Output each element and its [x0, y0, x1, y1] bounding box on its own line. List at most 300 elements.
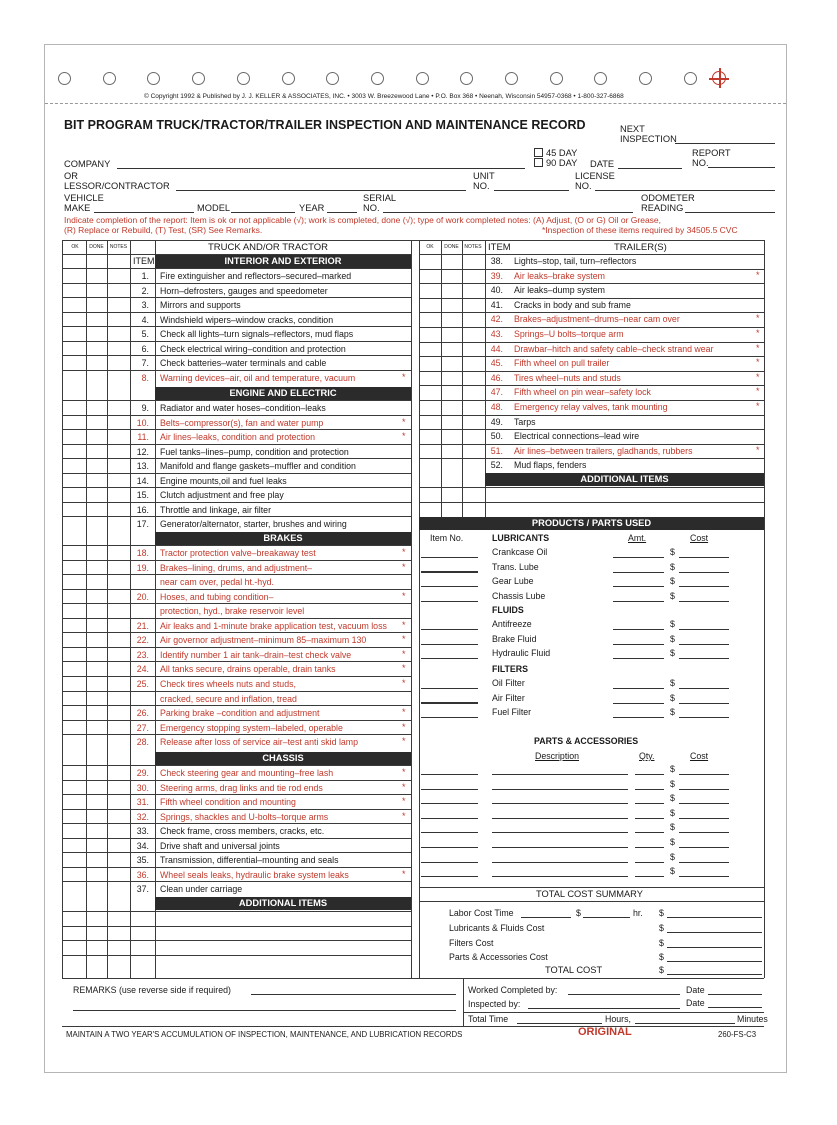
cost-field[interactable]: [679, 557, 729, 558]
product-name: Oil Filter: [492, 678, 525, 688]
part-item-no-field[interactable]: [421, 832, 478, 833]
product-name: Hydraulic Fluid: [492, 648, 551, 659]
item-description: Air lines–between trailers, gladhands, rubbers: [514, 445, 693, 456]
filters-cost-label: Filters Cost: [449, 938, 494, 948]
part-qty-field[interactable]: [635, 818, 664, 819]
license-label: LICENSE: [575, 171, 615, 181]
labor-total-field[interactable]: [667, 917, 762, 918]
row-divider: [62, 838, 411, 839]
done-column-header: DONE: [89, 244, 104, 250]
required-star-icon: *: [756, 357, 760, 368]
worked-date-label: Date: [686, 985, 705, 995]
part-qty-field[interactable]: [635, 789, 664, 790]
truck-tractor-heading: TRUCK AND/OR TRACTOR: [208, 242, 328, 253]
part-qty-field[interactable]: [635, 774, 664, 775]
part-qty-field[interactable]: [635, 862, 664, 863]
serial-field[interactable]: [383, 212, 633, 213]
original-copy-label: ORIGINAL: [578, 1026, 632, 1038]
item-description: Drive shaft and universal joints: [160, 840, 280, 851]
additional-item-row[interactable]: [62, 940, 411, 941]
part-item-no-field[interactable]: [421, 803, 478, 804]
ok-column-header: OK: [71, 244, 79, 250]
chassis-section-bar: CHASSIS: [155, 752, 411, 765]
part-qty-field[interactable]: [635, 832, 664, 833]
item-column-header-right: ITEM: [488, 242, 511, 253]
item-number: 31.: [136, 797, 149, 808]
item-description: Air leaks–dump system: [514, 285, 605, 296]
row-divider: [62, 312, 411, 313]
description-header: Description: [535, 751, 580, 761]
company-label: COMPANY: [64, 159, 111, 169]
lessor-label: LESSOR/CONTRACTOR: [64, 181, 170, 191]
lubricants-cost-field[interactable]: [667, 932, 762, 933]
report-no-label-2: NO.: [692, 158, 709, 168]
odometer-label: ODOMETER: [641, 193, 695, 203]
row-divider: [419, 385, 764, 386]
row-divider: [419, 400, 764, 401]
item-description: Air leaks and 1-minute brake application test, vacuum loss: [160, 620, 387, 631]
brakes-section-bar: BRAKES: [155, 532, 411, 545]
company-field[interactable]: [117, 168, 525, 169]
item-description: Radiator and water hoses–condition–leaks: [160, 403, 326, 413]
row-divider: [419, 444, 764, 445]
item-number: 20.: [136, 591, 149, 602]
instructions-line-2: (R) Replace or Rebuild, (T) Test, (SR) See Remarks.: [64, 225, 263, 235]
item-number: 3.: [141, 300, 149, 311]
checkbox-icon[interactable]: [534, 148, 543, 157]
cost-dollar: $: [670, 707, 675, 718]
item-no-field[interactable]: [421, 702, 478, 703]
next-inspection-label-2: INSPECTION: [620, 134, 677, 144]
inspected-by-label: Inspected by:: [468, 999, 521, 1009]
part-cost-field[interactable]: [679, 803, 729, 804]
item-number: 49.: [490, 416, 503, 427]
item-number: 33.: [136, 826, 149, 837]
product-name: Gear Lube: [492, 576, 534, 587]
required-star-icon: *: [402, 767, 406, 777]
part-cost-field[interactable]: [679, 789, 729, 790]
item-description: Hoses, and tubing condition–: [160, 591, 274, 602]
lubricants-dollar: $: [659, 923, 664, 933]
serial-label: SERIAL: [363, 193, 397, 203]
part-cost-field[interactable]: [679, 818, 729, 819]
trailer-additional-items-bar: ADDITIONAL ITEMS: [485, 473, 764, 486]
item-no-field[interactable]: [421, 717, 478, 718]
additional-item-row[interactable]: [62, 955, 411, 956]
item-number: 10.: [136, 417, 149, 428]
required-star-icon: *: [402, 663, 406, 674]
inspected-by-field[interactable]: [528, 1008, 680, 1009]
item-number: 15.: [136, 490, 149, 501]
make-field[interactable]: [94, 212, 194, 213]
labor-rate-field[interactable]: [583, 917, 630, 918]
item-no-field[interactable]: [421, 601, 478, 602]
item-description: Air lines–leaks, condition and protection: [160, 432, 316, 443]
parts-accessories-heading: PARTS & ACCESSORIES: [534, 736, 639, 746]
model-label: MODEL: [197, 203, 231, 213]
engine-electric-section-bar: ENGINE AND ELECTRIC: [155, 387, 411, 400]
part-item-no-field[interactable]: [421, 774, 478, 775]
item-description: Release after loss of service air–test anti skid lamp: [160, 737, 359, 748]
cost-field[interactable]: [679, 703, 729, 704]
parts-cost-label: Parts & Accessories Cost: [449, 952, 548, 962]
item-description: Springs, shackles and U-bolts–torque arms: [160, 811, 329, 822]
summary-top-border: [419, 887, 764, 888]
item-number: 42.: [490, 314, 503, 325]
part-cost-field[interactable]: [679, 876, 729, 877]
amount-field[interactable]: [613, 601, 664, 602]
punch-hole-icon: [192, 72, 205, 85]
interior-exterior-section-bar: INTERIOR AND EXTERIOR: [155, 255, 411, 268]
remarks-field[interactable]: [251, 994, 456, 995]
cost-header: Cost: [690, 533, 709, 543]
required-star-icon: *: [756, 444, 760, 455]
next-inspection-field[interactable]: [675, 143, 775, 144]
row-divider: [62, 487, 411, 488]
item-description: Generator/alternator, starter, brushes and wiring: [160, 519, 347, 530]
labor-cost-label: Labor Cost Time: [449, 908, 514, 918]
item-number: 26.: [136, 708, 149, 719]
row-divider: [62, 881, 411, 882]
total-time-minutes-field[interactable]: [635, 1023, 735, 1024]
inspected-date-label: Date: [686, 998, 705, 1008]
remarks-field-2[interactable]: [73, 1010, 456, 1011]
footer-bottom-border: [62, 1026, 764, 1027]
form-title: BIT PROGRAM TRUCK/TRACTOR/TRAILER INSPECTION AND MAINTENANCE RECORD: [64, 118, 586, 132]
part-item-no-field[interactable]: [421, 789, 478, 790]
amount-header: Amt.: [628, 533, 647, 543]
90-day-option[interactable]: [534, 158, 577, 168]
item-description: Fifth wheel on pull trailer: [514, 358, 610, 369]
row-divider: [62, 720, 411, 721]
punch-hole-icon: [639, 72, 652, 85]
next-inspection-label: NEXT: [620, 124, 645, 134]
item-description: Belts–compressor(s), fan and water pump: [160, 417, 324, 428]
item-description: Tractor protection valve–breakaway test: [160, 548, 316, 558]
year-field[interactable]: [327, 212, 357, 213]
required-star-icon: *: [756, 386, 760, 397]
item-description: Clean under carriage: [160, 884, 243, 895]
item-column-header: ITEM: [133, 256, 155, 266]
item-number: 2.: [141, 285, 149, 296]
worked-completed-label: Worked Completed by:: [468, 985, 558, 995]
punch-hole-icon: [416, 72, 429, 85]
required-star-icon: *: [402, 619, 406, 630]
copyright-line: © Copyright 1992 & Published by J. J. KELLER & ASSOCIATES, INC. • 3003 W. Breezewood Lane • P.O. Box 368 • Neenah, Wisconsin 54957-0368 • 1-800-327-6868: [144, 93, 624, 100]
part-qty-field[interactable]: [635, 876, 664, 877]
row-divider: [419, 371, 764, 372]
inspected-date-field[interactable]: [708, 1007, 762, 1008]
item-no-field[interactable]: [421, 571, 478, 572]
row-divider: [62, 560, 411, 561]
cost-dollar: $: [670, 619, 675, 629]
cost-dollar: $: [670, 576, 675, 587]
item-number: 14.: [136, 475, 149, 486]
item-description: Check all lights–turn signals–reflectors, mud flaps: [160, 329, 354, 340]
cost-dollar: $: [670, 561, 675, 572]
item-number: 32.: [136, 811, 149, 822]
item-no-field[interactable]: [421, 586, 478, 587]
required-star-icon: *: [402, 561, 406, 572]
inspection-form: [44, 44, 787, 1073]
amount-field[interactable]: [613, 644, 664, 645]
notes-column-header: NOTES: [109, 244, 128, 250]
item-number: 25.: [136, 678, 149, 689]
part-description-field[interactable]: [492, 774, 628, 775]
amount-field[interactable]: [613, 557, 664, 558]
date-field[interactable]: [618, 168, 682, 169]
item-description: Engine mounts,oil and fuel leaks: [160, 475, 287, 486]
part-description-field[interactable]: [492, 832, 628, 833]
required-star-icon: *: [756, 328, 760, 338]
fluids-heading: FLUIDS: [492, 605, 524, 615]
unit-field[interactable]: [494, 190, 569, 191]
part-item-no-field[interactable]: [421, 876, 478, 877]
model-field[interactable]: [231, 212, 295, 213]
trailer-additional-row[interactable]: [419, 502, 764, 503]
required-star-icon: *: [402, 648, 406, 659]
row-divider: [62, 355, 411, 356]
cost-field[interactable]: [679, 572, 729, 573]
row-divider: [62, 429, 411, 430]
required-star-icon: *: [402, 707, 406, 718]
grid-vertical-line: [462, 240, 463, 517]
cost-dollar: $: [670, 648, 675, 659]
parts-cost-field[interactable]: [667, 961, 762, 962]
lessor-field[interactable]: [176, 190, 466, 191]
item-no-field[interactable]: [421, 629, 478, 630]
item-no-label: Item No.: [430, 533, 464, 543]
cost-field[interactable]: [679, 658, 729, 659]
row-divider: [419, 327, 764, 328]
report-no-field[interactable]: [708, 167, 775, 168]
row-divider: [62, 400, 411, 401]
cost-field[interactable]: [679, 717, 729, 718]
item-description: Emergency stopping system–labeled, operable: [160, 722, 343, 733]
total-cost-field[interactable]: [667, 974, 762, 975]
instructions-line-1: Indicate completion of the report: Item is ok or not applicable (√); work is completed, done (√); type of work completed notes: (A) Adjust, (O or G) Oil or Grease,: [64, 215, 662, 225]
punch-hole-icon: [550, 72, 563, 85]
amount-field[interactable]: [613, 717, 664, 718]
amount-field[interactable]: [613, 703, 664, 704]
item-description: Cracks in body and sub frame: [514, 299, 631, 310]
row-divider: [62, 691, 411, 692]
labor-time-field[interactable]: [521, 917, 571, 918]
item-description: Warning devices–air, oil and temperature, vacuum: [160, 372, 356, 383]
item-number: 43.: [490, 329, 503, 339]
required-star-icon: *: [402, 547, 406, 557]
part-description-field[interactable]: [492, 803, 628, 804]
grid-horizontal-line: [419, 254, 764, 255]
row-divider: [419, 458, 764, 459]
item-description: cracked, secure and inflation, tread: [160, 693, 297, 704]
item-number: 5.: [141, 329, 149, 340]
row-divider: [62, 603, 411, 604]
item-description: Emergency relay valves, tank mounting: [514, 402, 668, 412]
item-description: Steering arms, drag links and tie rod ends: [160, 782, 323, 793]
part-cost-dollar: $: [670, 866, 675, 877]
45-day-label: 45 DAY: [546, 148, 578, 158]
row-divider: [419, 342, 764, 343]
additional-item-row[interactable]: [62, 926, 411, 927]
item-number: 40.: [490, 285, 503, 296]
part-description-field[interactable]: [492, 789, 628, 790]
total-cost-summary-title: TOTAL COST SUMMARY: [536, 889, 643, 899]
required-star-icon: *: [402, 810, 406, 821]
part-cost-field[interactable]: [679, 862, 729, 863]
part-description-field[interactable]: [492, 818, 628, 819]
45-day-option[interactable]: [534, 148, 577, 158]
grid-vertical-line: [441, 240, 442, 517]
worked-date-field[interactable]: [708, 994, 762, 995]
retention-note: MAINTAIN A TWO YEAR'S ACCUMULATION OF INSPECTION, MAINTENANCE, AND LUBRICATION RECORDS: [66, 1030, 463, 1039]
part-cost-field[interactable]: [679, 832, 729, 833]
row-divider: [419, 356, 764, 357]
row-divider: [419, 269, 764, 270]
required-star-icon: *: [756, 313, 760, 324]
row-divider: [62, 794, 411, 795]
row-divider: [62, 809, 411, 810]
part-description-field[interactable]: [492, 847, 628, 848]
parts-dollar: $: [659, 952, 664, 962]
part-item-no-field[interactable]: [421, 847, 478, 848]
item-no-field[interactable]: [421, 557, 478, 558]
item-number: 8.: [141, 372, 149, 383]
odometer-label-2: READING: [641, 203, 684, 213]
part-cost-dollar: $: [670, 822, 675, 833]
footer-divider: [463, 978, 464, 1026]
row-divider: [62, 283, 411, 284]
item-no-field[interactable]: [421, 658, 478, 659]
row-divider: [62, 268, 411, 269]
item-number: 30.: [136, 782, 149, 793]
item-number: 17.: [136, 519, 149, 530]
item-number: 7.: [141, 358, 149, 369]
product-name: Chassis Lube: [492, 590, 546, 601]
required-star-icon: *: [402, 590, 406, 601]
cost-field[interactable]: [679, 601, 729, 602]
row-divider: [62, 415, 411, 416]
item-description: Check frame, cross members, cracks, etc.: [160, 826, 325, 837]
item-description: Tarps: [514, 416, 536, 427]
row-divider: [62, 444, 411, 445]
amount-field[interactable]: [613, 658, 664, 659]
item-description: Brakes–adjustment–drums–near cam over: [514, 314, 680, 325]
punch-hole-icon: [147, 72, 160, 85]
required-star-icon: *: [402, 868, 406, 879]
row-divider: [62, 867, 411, 868]
parts-cost-header: Cost: [690, 751, 709, 761]
item-description: Check batteries–water terminals and cable: [160, 358, 327, 369]
item-description: Drawbar–hitch and safety cable–check strand wear: [514, 343, 714, 354]
product-name: Trans. Lube: [492, 561, 539, 572]
products-parts-bar: PRODUCTS / PARTS USED: [419, 517, 764, 530]
item-number: 36.: [136, 869, 149, 880]
row-divider: [62, 852, 411, 853]
checkbox-icon[interactable]: [534, 158, 543, 167]
cost-field[interactable]: [679, 629, 729, 630]
row-divider: [62, 705, 411, 706]
required-star-icon: *: [402, 416, 406, 427]
item-description: Fifth wheel on pin wear–safety lock: [514, 387, 651, 398]
item-no-field[interactable]: [421, 644, 478, 645]
odometer-field[interactable]: [685, 212, 775, 213]
item-number: 12.: [136, 446, 149, 457]
item-description: Identify number 1 air tank–drain–test check valve: [160, 649, 352, 660]
part-qty-field[interactable]: [635, 847, 664, 848]
row-divider: [62, 589, 411, 590]
additional-item-row[interactable]: [62, 911, 411, 912]
trailer-additional-row[interactable]: [419, 487, 764, 488]
filters-cost-field[interactable]: [667, 947, 762, 948]
cost-field[interactable]: [679, 644, 729, 645]
item-description: Fuel tanks–lines–pump, condition and protection: [160, 446, 349, 457]
amount-field[interactable]: [613, 629, 664, 630]
item-description: Check tires wheels nuts and studs,: [160, 678, 296, 689]
additional-items-section-bar: ADDITIONAL ITEMS: [155, 897, 411, 910]
part-qty-field[interactable]: [635, 803, 664, 804]
item-description: Mud flaps, fenders: [514, 460, 587, 471]
amount-field[interactable]: [613, 586, 664, 587]
cost-field[interactable]: [679, 688, 729, 689]
item-description: Fifth wheel condition and mounting: [160, 797, 296, 808]
item-description: Windshield wipers–window cracks, condition: [160, 314, 334, 325]
grid-vertical-line: [764, 240, 765, 978]
item-description: Wheel seals leaks, hydraulic brake system leaks: [160, 869, 349, 880]
lubricants-cost-label: Lubricants & Fluids Cost: [449, 923, 545, 933]
row-divider: [62, 780, 411, 781]
required-star-icon: *: [402, 781, 406, 792]
punch-hole-icon: [594, 72, 607, 85]
punch-hole-icon: [684, 72, 697, 85]
item-number: 22.: [136, 635, 149, 646]
form-number: 260-FS-C3: [718, 1030, 757, 1039]
amount-field[interactable]: [613, 572, 664, 573]
punch-hole-icon: [326, 72, 339, 85]
row-divider: [62, 370, 411, 371]
cost-dollar: $: [670, 692, 675, 703]
item-description: Air governor adjustment–minimum 85–maximum 130: [160, 635, 367, 646]
part-item-no-field[interactable]: [421, 818, 478, 819]
license-field[interactable]: [595, 190, 775, 191]
total-time-hours-field[interactable]: [517, 1023, 602, 1024]
item-number: 29.: [136, 768, 149, 778]
cost-dollar: $: [670, 547, 675, 557]
part-cost-dollar: $: [670, 851, 675, 862]
part-cost-field[interactable]: [679, 774, 729, 775]
part-cost-field[interactable]: [679, 847, 729, 848]
part-item-no-field[interactable]: [421, 862, 478, 863]
labor-total-dollar: $: [659, 908, 664, 918]
required-star-icon: *: [756, 401, 760, 411]
amount-field[interactable]: [613, 688, 664, 689]
punch-hole-icon: [282, 72, 295, 85]
row-divider: [62, 823, 411, 824]
cost-field[interactable]: [679, 586, 729, 587]
item-description: Parking brake –condition and adjustment: [160, 708, 320, 719]
item-description: Manifold and flange gaskets–muffler and condition: [160, 461, 356, 472]
item-description: Springs–U bolts–torque arm: [514, 329, 624, 339]
row-divider: [62, 458, 411, 459]
worked-completed-field[interactable]: [568, 994, 680, 995]
part-description-field[interactable]: [492, 862, 628, 863]
item-description: All tanks secure, drains operable, drain tanks: [160, 664, 336, 675]
required-star-icon: *: [402, 634, 406, 645]
item-no-field[interactable]: [421, 688, 478, 689]
row-divider: [62, 502, 411, 503]
part-description-field[interactable]: [492, 876, 628, 877]
required-star-icon: *: [402, 371, 406, 382]
